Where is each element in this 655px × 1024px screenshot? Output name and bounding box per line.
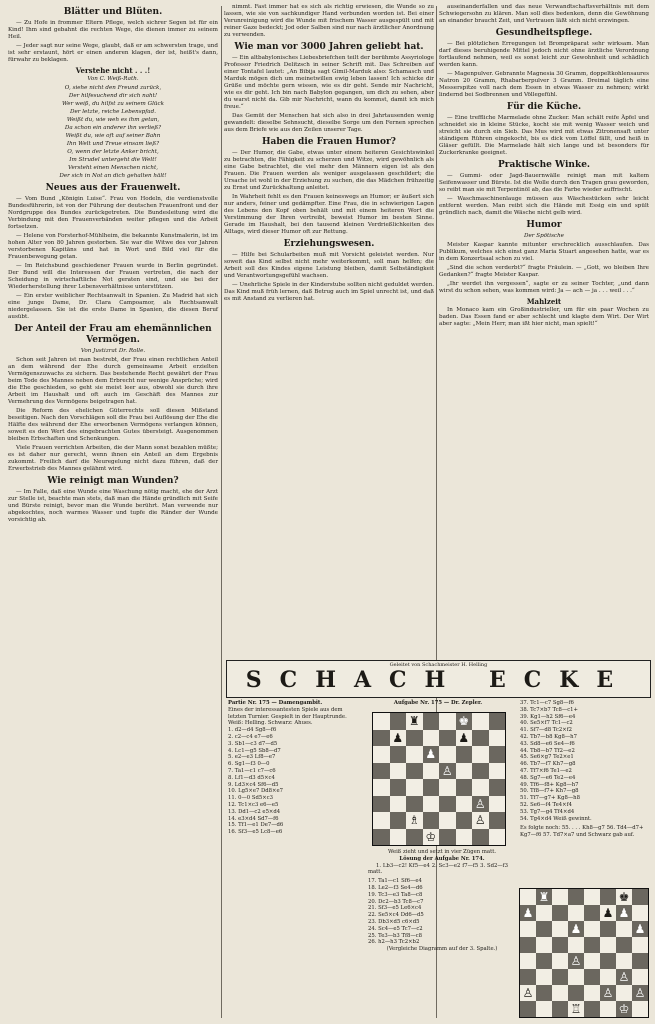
move-line: 54. Tg4×d4 Weiß gewinnt.	[520, 815, 592, 822]
board-square	[472, 763, 489, 780]
board-square	[456, 779, 473, 796]
board-square	[406, 746, 423, 763]
board-square	[584, 889, 600, 905]
board-square	[439, 779, 456, 796]
move-line: 17. Ta1—c1 Sf6—e4	[368, 878, 422, 885]
move-line: 20. Dc2—b3 Tc8—c7	[368, 898, 424, 905]
section-title: Neues aus der Frauenwelt.	[45, 183, 181, 193]
board-square	[568, 985, 584, 1001]
board-square	[600, 937, 616, 953]
board-square	[390, 713, 407, 730]
board-square	[552, 905, 568, 921]
section-title: Blätter und Blüten.	[63, 7, 163, 17]
game-players: Weiß: Helling. Schwarz: Ahues.	[228, 720, 313, 727]
problem-caption: Weiß zieht und setzt in vier Zügen matt.	[387, 849, 497, 855]
move-line: 15. Tf1—e1 De7—d6	[228, 822, 284, 829]
board-square	[520, 1001, 536, 1017]
board-square	[439, 730, 456, 747]
move-line: 45. Se6×g7 Te2×e1	[520, 754, 574, 761]
move-line: 50. Tf8—f7+ Kh7—g8	[520, 788, 579, 795]
poem-line: Der sich in Not an dich gehalten hält!	[59, 173, 167, 179]
move-line: 39. Kg1—h2 Sf6—e4	[520, 713, 576, 720]
board-square	[373, 763, 390, 780]
move-line: 48. Sg7—e6 Te2—e4	[520, 774, 576, 781]
board-square	[584, 921, 600, 937]
move-line: 21. Sf3—e5 Le6×c4	[368, 905, 422, 912]
move-line: 19. Tc3—e3 Ta8—c8	[368, 891, 423, 898]
board-square	[552, 889, 568, 905]
board-square	[489, 730, 506, 747]
section-title: Haben die Frauen Humor?	[262, 137, 396, 147]
board-square	[406, 763, 423, 780]
board-square	[423, 796, 440, 813]
move-line: 47. Tf7×f6 Te1—e2	[520, 767, 572, 774]
final-note: Es folgte noch: 55. . . . Kh8—g7 56. Td4—d7+ Kg7—f6 57. Td7×a7 und Schwarz gab auf.	[520, 825, 644, 839]
board-square	[632, 969, 648, 985]
move-line: 23. Db3×d5 c6×d5	[368, 918, 420, 925]
board-square	[520, 937, 536, 953]
paragraph: — Waschmaschinenlauge müssen aus Wäschestücken sehr leicht entfernt werden. Man reibt sich die Hände mit Essig ein und spült gründlich nach, damit die Wäsche nicht gelb wird.	[439, 196, 649, 216]
board-square	[584, 969, 600, 985]
paragraph: — Helene von Forsterhof-Mühlheim, die bekannte Kunstmalerin, ist im hohen Alter von 80 Jahren gestorben. Sie war die Witwe des vor Jahren verstorbenen Kapitäns und hat in Wort und Bild viel für die Frauenbewegung getan.	[8, 233, 218, 260]
board-square	[489, 746, 506, 763]
board-square	[536, 1001, 552, 1017]
move-line: 37. Tc1—c7 Sg8—f6	[520, 700, 574, 706]
board-square	[406, 730, 423, 747]
board-square	[390, 763, 407, 780]
board-square	[552, 1001, 568, 1017]
paragraph: In Monaco kam ein Großindustrieller, um für ein paar Wochen zu baden. Das Essen fand er aber schlecht und klagte dem Wirt. Der Wirt aber sagte: „Mein Herr, man ißt hier nicht, man spielt!“	[439, 307, 649, 327]
move-line: 2. c2—c4 e7—e6	[228, 733, 273, 740]
board-square	[472, 779, 489, 796]
poem-line: Der letzte, reiche Lebenspfad.	[70, 109, 156, 115]
poem-line: O, wenn der letzte Anker bricht,	[67, 149, 159, 155]
board-square	[616, 937, 632, 953]
board-square: ♟	[568, 921, 584, 937]
board-square: ♜	[536, 889, 552, 905]
paragraph: — Ein erster weiblicher Rechtsanwalt in Spanien. Zu Madrid hat sich eine junge Dame, Dr. Clara Campoamor, als Rechtsanwalt niedergelassen. Sie ist die erste Dame in Spanien, die diesen Beruf ausübt.	[8, 293, 218, 320]
board-square: ♙	[616, 969, 632, 985]
board-square	[390, 829, 407, 846]
move-line: 40. Se5×f7 Tc1—c2	[520, 720, 573, 727]
board-square	[423, 779, 440, 796]
board-square	[472, 829, 489, 846]
board-square	[423, 812, 440, 829]
board-square	[423, 713, 440, 730]
paragraph: — Bei plötzlichen Erregungen ist Brompräparat sehr wirksam. Man darf dieses beruhigende Mittel jedoch nicht ohne ärztliche Verordnung fortlaufend nehmen, weil es sonst leicht zur Gewohnheit und schädlich werden kann.	[439, 41, 649, 68]
board-square: ♟	[616, 905, 632, 921]
paragraph: — Im Reichsbund geschiedener Frauen wurde in Berlin gegründet. Der Bund will die Interessen der Frauen vertreten, die nach der Scheidung in wirtschaftliche Not geraten sind, und sie bei der Wiederherstellung ihrer Lebensverhältnisse unterstützen.	[8, 263, 218, 290]
section-title: Der Anteil der Frau am ehemännlichen Vermögen.	[14, 324, 212, 345]
chess-problem-column	[368, 700, 508, 707]
board-square	[552, 985, 568, 1001]
board-square	[600, 1001, 616, 1017]
board-square	[489, 829, 506, 846]
paragraph: Viele Frauen verrichten Arbeiten, die der Mann sonst bezahlen müßte; es ist daher nur gerecht, wenn ihnen ein Anteil an dem Ergebnis zukommt. Freilich darf die Neuregelung nicht dazu führen, daß der Erwerbstrieb des Mannes gelähmt wird.	[8, 445, 218, 472]
board-square: ♜	[406, 713, 423, 730]
board-square	[536, 905, 552, 921]
board-square: ♟	[632, 921, 648, 937]
move-line: 11. 0—0 Sd5×c3	[228, 795, 273, 802]
move-line: 25. Te3—b3 Tf8—c8	[368, 932, 422, 939]
section-title: Mahlzeit	[526, 297, 562, 306]
board-square	[456, 796, 473, 813]
move-line: 6. Sg1—f3 0—0	[228, 761, 270, 768]
board-square	[456, 746, 473, 763]
poem-line: Weißt du, wie weh es ihm getan,	[66, 117, 160, 123]
move-line: 18. Le2—f3 Se4—d6	[368, 884, 423, 891]
board-square	[489, 763, 506, 780]
board-square	[390, 812, 407, 829]
diagram-reference: (Vergleiche Diagramm auf der 3. Spalte.)	[386, 946, 498, 953]
chess-solution-block	[368, 849, 508, 953]
board-square	[439, 746, 456, 763]
column-3	[439, 4, 649, 330]
board-square: ♟	[456, 730, 473, 747]
board-square	[373, 746, 390, 763]
board-square	[600, 953, 616, 969]
board-square	[552, 969, 568, 985]
board-square	[584, 937, 600, 953]
board-square: ♗	[406, 812, 423, 829]
board-square: ♙	[600, 985, 616, 1001]
board-square	[536, 985, 552, 1001]
board-square	[584, 953, 600, 969]
board-square	[520, 889, 536, 905]
move-line: 24. Sc4—e5 Tc7—c2	[368, 925, 423, 932]
board-square	[520, 921, 536, 937]
game-diagram	[519, 888, 649, 1018]
move-line: 43. Sd8—e6 Se4—f6	[520, 740, 575, 747]
section-title: Für die Küche.	[506, 102, 582, 112]
problem-diagram	[372, 712, 506, 846]
subtitle: Der Spötische	[524, 233, 564, 239]
board-square	[456, 812, 473, 829]
board-square	[632, 937, 648, 953]
board-square: ♙	[568, 953, 584, 969]
move-line: 10. Lg5×e7 Dd8×e7	[228, 788, 283, 795]
board-square: ♚	[456, 713, 473, 730]
board-square: ♙	[472, 796, 489, 813]
board-square	[489, 713, 506, 730]
poem-line: Versteht einen Menschen nicht,	[67, 165, 159, 171]
poem-line: Der hilfesuchend dir sich naht!	[68, 93, 158, 99]
paragraph: — Jeder sagt nur seine Wege, glaubt, daß er am schwersten trage, und ist sehr erstaunt, hört er einen anderen klagen, der ist, heißt's dann, fürwahr zu beklagen.	[8, 43, 218, 63]
board-square: ♙	[439, 763, 456, 780]
move-line: 52. Se6—f4 Te4×f4	[520, 801, 572, 808]
board-square	[472, 746, 489, 763]
paragraph: — Der Humor, die Gabe, etwas unter einem heiteren Gesichtswinkel zu betrachten, die Fähigkeit zu scherzen und Witze, wird gewöhnlich als eine Gabe betrachtet, die viel mehr den Männern eigen ist als den Frauen. Die Frauen werden als weniger ausgelassen geschildert; die Ursache ist wohl in der Erziehung zu suchen, die das Mädchen frühzeitig zu Ernst und Zurückhaltung anleitet.	[224, 150, 434, 191]
paragraph: Das Gemüt der Menschen hat sich also in drei Jahrtausenden wenig gewandelt: dieselbe Sehnsucht, dieselbe Sorge um den Fernen sprechen aus dem Briefe wie aus den Zeilen unserer Tage.	[224, 113, 434, 133]
section-title: Erziehungswesen.	[283, 239, 375, 249]
paragraph: Meister Kaspar kannte mitunter erschrecklich ausschlaufen. Das Publikum, welches sich einst ganz Maria Stuart angesehen hatte, war es in dem Konzertsaal schon zu viel.	[439, 242, 649, 262]
move-line: 22. Se5×c4 Dd6—d5	[368, 912, 424, 919]
board-square	[584, 905, 600, 921]
board-square	[390, 796, 407, 813]
board-square	[568, 969, 584, 985]
column-2	[224, 4, 434, 305]
paragraph: nimmt. Fast immer hat es sich als richtig erwiesen, die Wunde so zu lassen, wie sie von sachkundiger Hand verbunden worden ist. Bei einer Verunreinigung wird die Wunde mit frischem Wasser ausgespült und mit reiner Gaze bedeckt; Jod oder Salben sind nur nach ärztlicher Anordnung zu verwenden.	[224, 4, 434, 38]
paragraph: — Gummi- oder Jagd-Bauernwälle reinigt man mit kaltem Seifenwasser und Bürste. Ist die Wolle durch den Tragen grau geworden, so reibt man sie mit Terpentinöl ab, das die Farbe wieder auffrischt.	[439, 173, 649, 193]
board-square	[568, 937, 584, 953]
board-square: ♚	[616, 889, 632, 905]
byline: Von C. Weiß-Rath.	[87, 76, 139, 82]
poem-line: Im Strudel untergeht die Welt!	[69, 157, 157, 163]
board-square	[536, 921, 552, 937]
board-square: ♔	[616, 1001, 632, 1017]
move-line: 42. Tb7—b8 Kg8—h7	[520, 733, 577, 740]
board-square	[406, 829, 423, 846]
board-square	[423, 730, 440, 747]
paragraph: — Eine treffliche Marmelade ohne Zucker. Man schält reife Äpfel und schneidet sie in kleine Stücke, kocht sie mit wenig Wasser weich und streicht sie durch ein Sieb. Das Mus wird mit etwas Zitronensaft unter ständigem Rühren eingekocht, bis es dick vom Löffel fällt, und heiß in Gläser gefüllt. Die Marmelade hält sich lange und ist besonders für Zuckerkranke geeignet.	[439, 115, 649, 156]
board-square	[520, 953, 536, 969]
board-square	[616, 953, 632, 969]
board-square	[373, 730, 390, 747]
board-square	[439, 829, 456, 846]
board-square	[406, 796, 423, 813]
board-square: ♟	[520, 905, 536, 921]
move-line: 8. Lf1—d3 d5×c4	[228, 774, 275, 781]
board-square	[600, 921, 616, 937]
paragraph: auseinanderfallen und das neue Verwandtschaftsverhältnis mit dem Schwiegersohn zu klären. Man soll dies bedenken, denn die Gewöhnung an einander braucht Zeit, und Vertrauen läßt sich nicht erzwingen.	[439, 4, 649, 24]
poem-line: Ihn Welt und Treue einsam ließ?	[66, 141, 160, 147]
board-square	[373, 713, 390, 730]
board-square	[406, 779, 423, 796]
board-square	[600, 969, 616, 985]
move-line: 26. h2—h3 Tc2×b2	[368, 939, 420, 946]
board-square	[423, 763, 440, 780]
board-square: ♙	[472, 812, 489, 829]
paragraph: — Magenpulver. Gebrannte Magnesia 30 Gramm, doppeltkohlensaures Natron 20 Gramm, Rhabarberpulver 3 Gramm. Dreimal täglich eine Messerspitze voll nach dem Essen in etwas Wasser zu nehmen; wirkt lindernd bei Sodbrennen und Völlegefühl.	[439, 71, 649, 98]
board-square	[616, 921, 632, 937]
paragraph: „Sind die schon verderbt?“ fragte Fräulein. — „Gott, wo bleiben Ihre Gedanken?“ fragte Meister Kaspar.	[439, 265, 649, 278]
move-line: 12. Tc1×c3 e6—e5	[228, 801, 279, 808]
board-square	[489, 812, 506, 829]
paragraph: — Zu Hofe in frommer Eltern Pflege, welch sichrer Segen ist für ein Kind! Ihm sind gebahnt die rechten Wege, die dienen immer zu seinem Heil.	[8, 20, 218, 40]
paragraph: Die Reform des ehelichen Güterrechts soll diesen Mißstand beseitigen. Nach den Vorschlägen soll die Frau bei Auflösung der Ehe die Hälfte des während der Ehe erworbenen Vermögens verlangen können, soweit es den Wert des eingebrachten Gutes übersteigt. Ausgenommen bleiben Erbschaften und Schenkungen.	[8, 408, 218, 442]
move-line: 49. Tf6—f8+ Kg8—h7	[520, 781, 579, 788]
move-line: 9. Ld3×c4 Sf6—d5	[228, 781, 279, 788]
move-line: 5. e2—e3 Lf8—e7	[228, 754, 276, 761]
poem-line: Da schon ein anderer ihn verließ?	[64, 125, 162, 131]
chess-corner-title: SCHACH ECKE	[245, 667, 632, 693]
chess-corner-banner	[226, 660, 651, 698]
solution-title: Lösung der Aufgabe Nr. 174.	[399, 855, 485, 862]
board-square	[552, 921, 568, 937]
move-line: 13. Dd1—c2 e5×d4	[228, 808, 281, 815]
problem-title: Aufgabe Nr. 175 — Dr. Zepler.	[393, 700, 483, 706]
board-square	[552, 953, 568, 969]
board-square	[439, 812, 456, 829]
board-square	[439, 713, 456, 730]
board-square	[632, 889, 648, 905]
board-square: ♙	[520, 985, 536, 1001]
column-1	[8, 4, 218, 526]
move-line: 3. Sb1—c3 d7—d5	[228, 740, 278, 747]
section-title: Gesundheitspflege.	[495, 28, 593, 38]
move-line: 51. Tf7—g7+ Kg8—h8	[520, 795, 580, 802]
game-intro: Eines der interessantesten Spiele aus dem letzten Turnier. Gespielt in der Hauptrunde.	[228, 706, 347, 720]
board-square: ♔	[423, 829, 440, 846]
move-line: 14. e3×d4 Sd7—f6	[228, 815, 279, 822]
board-square	[632, 1001, 648, 1017]
byline: Von Justizrat Dr. Rolle.	[80, 348, 146, 354]
game-title: Partie Nr. 175 — Damengambit.	[228, 700, 323, 706]
board-square: ♟	[423, 746, 440, 763]
board-square	[373, 796, 390, 813]
board-square	[616, 985, 632, 1001]
board-square	[373, 779, 390, 796]
solution-text: 1. Lb3—c2! Kf5—e4 2. Sc3—e2 f7—f5 3. Sd2—f3 matt.	[368, 862, 508, 876]
column-rule	[221, 6, 222, 1018]
move-line: 44. Tb8—b7 Tf2—e2	[520, 747, 575, 754]
move-line: 53. Tg7—g4 Tf4×d4	[520, 808, 575, 815]
poem-line: Weißt du, wie oft auf seiner Bahn	[65, 133, 161, 139]
board-square	[520, 969, 536, 985]
board-square	[390, 779, 407, 796]
poem-line: Wer weiß, du hilfst zu seinem Glück	[61, 101, 165, 107]
paragraph: In Wahrheit fehlt es den Frauen keineswegs an Humor; er äußert sich nur anders, feiner und gedämpfter. Eine Frau, die in schwierigen Lagen des Lebens den Kopf oben behält und mit einem heiteren Wort die Verstimmung der Ihren vertreibt, beweist Humor im besten Sinne. Gerade im Haushalt, bei den tausend kleinen Verdrießlichkeiten des Alltags, wird dieser Humor oft zur Rettung.	[224, 194, 434, 235]
board-square	[536, 969, 552, 985]
paragraph: — Unehrliche Spiele in der Kinderstube sollten nicht geduldet werden. Das Kind muß früh lernen, daß Betrug auch im Spiel unrecht ist, und daß es mit Anstand zu verlieren hat.	[224, 282, 434, 302]
board-square	[456, 829, 473, 846]
chess-corner-subtitle: Geleitet von Schachmeister H. Helling	[389, 662, 488, 668]
move-line: 16. Sf3—e5 Lc8—e6	[228, 829, 283, 836]
board-square: ♟	[390, 730, 407, 747]
board-square: ♟	[600, 905, 616, 921]
section-title: Humor	[526, 220, 562, 230]
board-square	[600, 889, 616, 905]
board-square: ♙	[632, 985, 648, 1001]
board-square	[472, 730, 489, 747]
chess-game-column	[228, 700, 358, 836]
poem-title: Verstehe nicht . . .!	[75, 66, 151, 75]
section-title: Praktische Winke.	[497, 160, 591, 170]
board-square	[456, 763, 473, 780]
board-square	[632, 905, 648, 921]
board-square	[568, 905, 584, 921]
board-square	[536, 937, 552, 953]
move-line: 4. Lc1—g5 Sb8—d7	[228, 747, 281, 754]
board-square	[584, 1001, 600, 1017]
board-square	[373, 812, 390, 829]
move-line: 41. Sf7—d8 Tc2×f2	[520, 727, 573, 734]
paragraph: Schon seit Jahren ist man bestrebt, der Frau einen rechtlichen Anteil an dem während der Ehe durch gemeinsame Arbeit erzielten Vermögenszuwachs zu sichern. Das bestehende Recht gewährt der Frau beim Tode des Mannes neben dem Erbrecht nur wenige Ansprüche; wird die Ehe geschieden, so geht sie meist leer aus, obwohl sie durch ihre Arbeit im Haushalt und oft auch im Geschäft des Mannes zur Vermehrung des Vermögens beigetragen hat.	[8, 357, 218, 405]
paragraph: — Im Falle, daß eine Wunde eine Waschung nötig macht, ehe der Arzt zur Stelle ist, beachte man stets, daß man die Hände gründlich mit Seife und Bürste reinigt, bevor man die Wunde berührt. Man verwende nur abgekochtes, noch warmes Wasser und tupfe die Ränder der Wunde vorsichtig ab.	[8, 489, 218, 523]
board-square	[568, 889, 584, 905]
board-square: ♖	[568, 1001, 584, 1017]
board-square	[373, 829, 390, 846]
paragraph: „Ihr werdet ihn vergessen“, sagte er zu seiner Tochter, „und dann wirst du schon sehen, was kommen wird: Ja — ach — ja . . . weil . . .“	[439, 281, 649, 294]
board-square	[536, 953, 552, 969]
move-line: 38. Tc7×b7 Tc8—c1+	[520, 706, 578, 713]
poem-line: O, siehe nicht den Freund zurück,	[64, 85, 162, 91]
chess-continuation-column	[520, 700, 648, 839]
board-square	[552, 937, 568, 953]
board-square	[439, 796, 456, 813]
move-line: 1. d2—d4 Sg8—f6	[228, 727, 277, 734]
paragraph: — Hilfe bei Schularbeiten muß mit Vorsicht geleistet werden. Nur soweit das Kind selbst nicht mehr weiterkommt, soll man helfen; die Arbeit soll des Kindes eigene Leistung bleiben, damit Selbständigkeit und Verantwortungsgefühl wachsen.	[224, 252, 434, 279]
board-square	[584, 985, 600, 1001]
paragraph: — Ein altbabylonisches Liebesbriefchen teilt der berühmte Assyriologe Professor Friedrich Delitzsch in seiner Schrift mit. Das Schreiben auf einer Tontafel lautet: „An Bibija sagt Gimil-Marduk also: Schamasch und Marduk mögen dich um meinetwillen ewig leben lassen! Ich schicke dir Grüße und möchte gern wissen, wie es dir geht. Sende mir Nachricht, wie es dir geht. Ich bin nach Babylon gegangen, um dich zu sehen, aber du warst nicht da. Gib mir Nachricht, wann du kommst, damit ich mich freue.“	[224, 55, 434, 110]
section-title: Wie man vor 3000 Jahren geliebt hat.	[234, 42, 424, 52]
board-square	[489, 796, 506, 813]
move-line: 46. Tb7—f7 Kh7—g8	[520, 761, 576, 768]
board-square	[472, 713, 489, 730]
paragraph: — Vom Bund „Königin Luise“. Frau von Hodeln, die verdienstvolle Bundesführerin, ist von der Führung der deutschen Frauenfront und der Nordgruppe des Bundes zurückgetreten. Die Bundesleitung wird die Verbindung mit den Frauenverbänden weiter pflegen und die Arbeit fortsetzen.	[8, 196, 218, 230]
board-square	[489, 779, 506, 796]
move-line: 7. Ta1—c1 c7—c6	[228, 767, 276, 774]
board-square	[390, 746, 407, 763]
section-title: Wie reinigt man Wunden?	[47, 476, 179, 486]
board-square	[632, 953, 648, 969]
